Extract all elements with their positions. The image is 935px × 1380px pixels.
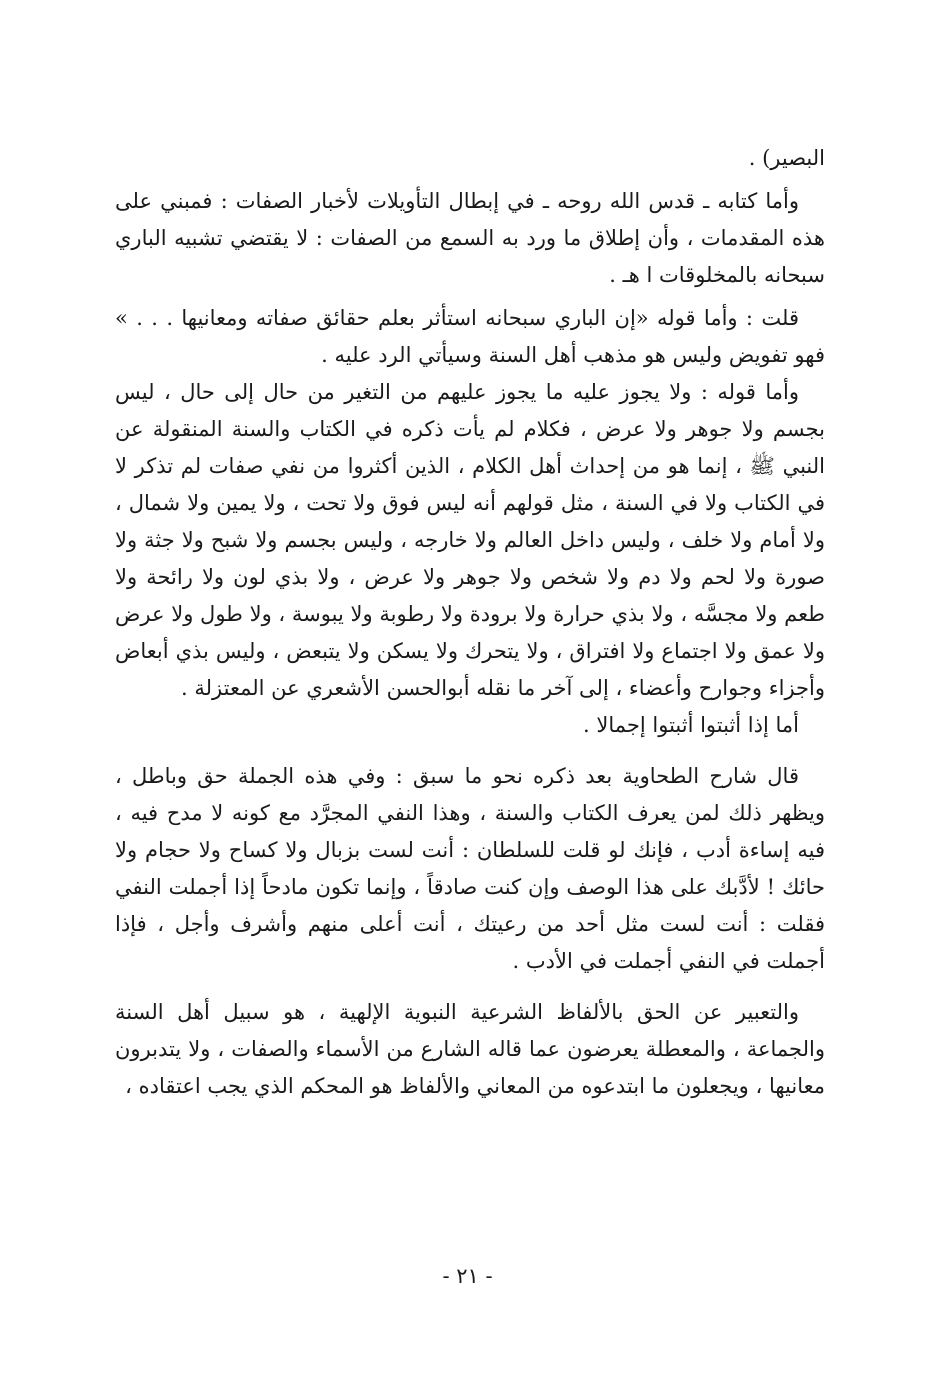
paragraph-2: وأما كتابه ـ قدس الله روحه ـ في إبطال التأويلات لأخبار الصفات : فمبني على هذه المقدمات ، وأن إطلاق ما ورد به السمع من الصفات : لا يقتضي تشبيه الباري سبحانه بالمخلوقات ا هـ . [115, 189, 825, 287]
paragraph-3: قلت : وأما قوله «إن الباري سبحانه استأثر بعلم حقائق صفاته ومعانيها . . . » فهو تفويض وليس هو مذهب أهل السنة وسيأتي الرد عليه . [115, 306, 825, 367]
paragraph-4: وأما قوله : ولا يجوز عليه ما يجوز عليهم من التغير من حال إلى حال ، ليس بجسم ولا جوهر ولا عرض ، فكلام لم يأت ذكره في الكتاب والسنة المنقولة عن النبي ﷺ ، إنما هو من إحداث أهل الكلام ، الذين أكثروا من نفي صفات لم تذكر لا في الكتاب ولا في السنة ، مثل قولهم أنه ليس فوق ولا تحت ، ولا يمين ولا شمال ، ولا أمام ولا خلف ، وليس داخل العالم ولا خارجه ، وليس بجسم ولا شبح ولا جثة ولا صورة ولا لحم ولا دم ولا شخص ولا جوهر ولا عرض ، ولا بذي لون ولا رائحة ولا طعم ولا مجسَّه ، ولا بذي حرارة ولا برودة ولا رطوبة ولا يبوسة ، ولا طول ولا عرض ولا عمق ولا اجتماع ولا افتراق ، ولا يتحرك ولا يسكن ولا يتبعض ، وليس بذي أبعاض وأجزاء وجوارح وأعضاء ، إلى آخر ما نقله أبوالحسن الأشعري عن المعتزلة . [115, 380, 825, 700]
page-number: - ٢١ - [442, 1264, 493, 1288]
paragraph-5: أما إذا أثبتوا أثبتوا إجمالا . [583, 713, 799, 737]
paragraph-6: قال شارح الطحاوية بعد ذكره نحو ما سبق : وفي هذه الجملة حق وباطل ، ويظهر ذلك لمن يعرف الكتاب والسنة ، وهذا النفي المجرَّد مع كونه لا مدح فيه ، فيه إساءة أدب ، فإنك لو قلت للسلطان : أنت لست بزبال ولا كساح ولا حجام ولا حائك ! لأدَّبك على هذا الوصف وإن كنت صادقاً ، وإنما تكون مادحاً إذا أجملت النفي فقلت : أنت لست مثل أحد من رعيتك ، أنت أعلى منهم وأشرف وأجل ، فإذا أجملت في النفي أجملت في الأدب . [115, 764, 825, 973]
paragraph-7: والتعبير عن الحق بالألفاظ الشرعية النبوية الإلهية ، هو سبيل أهل السنة والجماعة ، والمعطلة يعرضون عما قاله الشارع من الأسماء والصفات ، ولا يتدبرون معانيها ، ويجعلون ما ابتدعوه من المعاني والألفاظ هو المحكم الذي يجب اعتقاده ، [115, 1000, 825, 1098]
page-body [115, 140, 825, 1105]
paragraph-1: البصير) . [748, 146, 825, 170]
